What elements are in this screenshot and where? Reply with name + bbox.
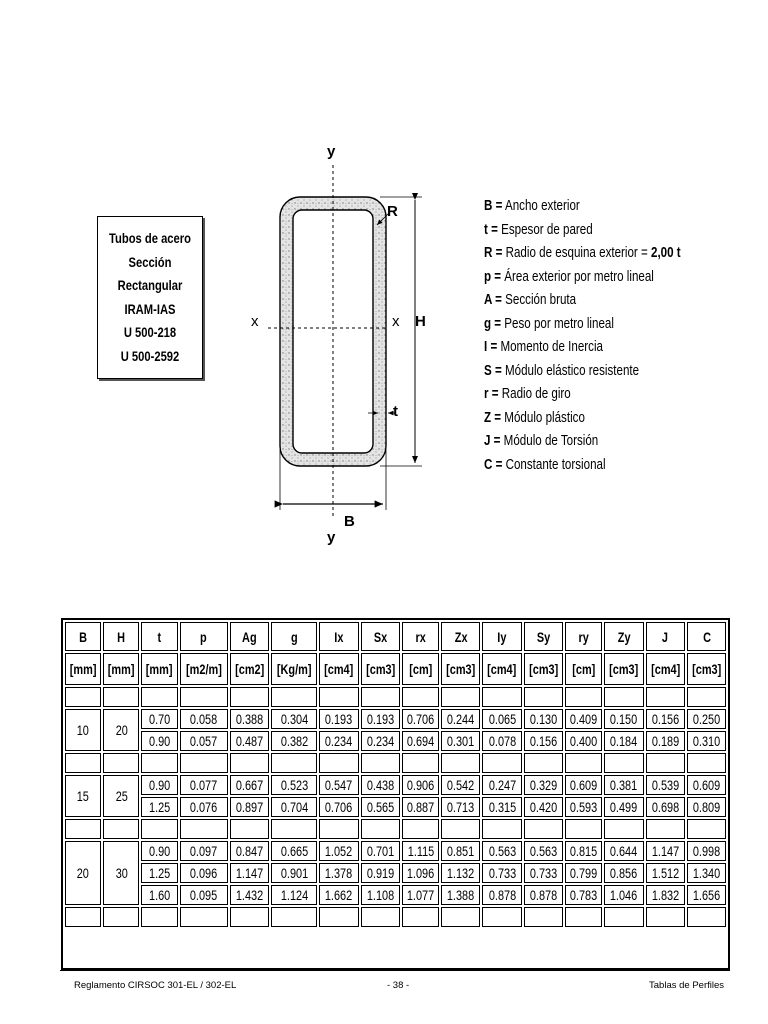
table-cell: 0.234 [319,731,358,751]
table-cell: 0.563 [524,841,563,861]
spacer-cell [687,753,726,773]
spacer-cell [103,819,139,839]
table-cell: 0.184 [604,731,643,751]
legend-item [484,454,730,478]
x-right-label: x [392,313,400,330]
x-left-label: x [251,313,259,330]
column-header: Zx [441,622,480,651]
table-cell: 1.340 [687,863,726,883]
table-cell: 1.132 [441,863,480,883]
legend-symbol: r = [484,386,499,402]
y-bottom-label: y [327,529,336,546]
table-cell: 0.193 [361,709,400,729]
legend-symbol: R = [484,245,503,261]
spacer-cell [180,687,228,707]
table-cell: 0.856 [604,863,643,883]
table-cell: 1.25 [141,797,177,817]
spacer-cell [604,753,643,773]
legend-text: Módulo de Torsión [500,433,599,449]
table-cell: 1.077 [402,885,439,905]
table-row [65,775,726,795]
table-cell: 0.90 [141,731,177,751]
table-cell: 1.052 [319,841,358,861]
column-unit: [cm4] [646,653,685,685]
table-cell: 0.847 [230,841,269,861]
column-header: H [103,622,139,651]
spacer-cell [402,753,439,773]
legend-text: Sección bruta [501,292,577,308]
spacer-cell [565,819,602,839]
spacer-cell [141,819,177,839]
legend-symbol: g = [484,315,502,332]
table-cell: 0.644 [604,841,643,861]
table-cell: 0.878 [482,885,521,905]
column-header: t [141,622,177,651]
spacer-cell [361,907,400,927]
spacer-cell [230,819,269,839]
legend-text: Módulo elástico resistente [501,362,640,379]
legend-item [484,195,730,219]
table-cell: 0.382 [271,731,317,751]
table-cell: 0.156 [646,709,685,729]
spacer-cell [687,819,726,839]
table-cell: 0.409 [565,709,602,729]
spacer-cell [524,753,563,773]
h-label: H [415,313,426,330]
title-line: Sección [128,253,172,270]
b-label: B [344,513,355,530]
spacer-cell [524,819,563,839]
spacer-cell [441,819,480,839]
spacer-cell [103,687,139,707]
spacer-cell [319,819,358,839]
spacer-cell [646,687,685,707]
table-cell: 0.329 [524,775,563,795]
column-header: C [687,622,726,651]
column-header: Iy [482,622,521,651]
footer-page-number: - 38 - [387,980,410,991]
spacer-cell [65,687,101,707]
legend-item [484,430,730,454]
table-cell: 0.733 [524,863,563,883]
legend-extra: 2,00 t [651,245,681,261]
table-cell: 0.096 [180,863,228,883]
spacer-cell [524,907,563,927]
spacer-cell [565,687,602,707]
table-cell: 0.438 [361,775,400,795]
legend-item [484,242,730,266]
column-unit: [cm3] [524,653,563,685]
section-title-box [97,216,203,379]
table-cell: 0.783 [565,885,602,905]
title-line: IRAM-IAS [124,300,176,317]
title-line: U 500-218 [123,324,177,340]
legend-symbol: B = [484,198,503,214]
page-footer [60,970,730,1001]
table-cell: 0.815 [565,841,602,861]
spacer-cell [524,687,563,707]
table-cell: 0.733 [482,863,521,883]
legend-symbol: S = [484,362,502,379]
legend-item [484,219,730,243]
table-cell: 1.147 [646,841,685,861]
table-cell: 1.046 [604,885,643,905]
title-line: Rectangular [117,277,183,293]
table-cell: 0.420 [524,797,563,817]
spacer-cell [441,753,480,773]
table-cell: 0.901 [271,863,317,883]
table-cell: 0.388 [230,709,269,729]
spacer-cell [441,907,480,927]
table-cell: 0.539 [646,775,685,795]
spacer-cell [141,907,177,927]
b-value: 10 [65,709,101,751]
legend-text: Ancho exterior [502,198,580,214]
legend-text: Área exterior por metro lineal [501,268,654,285]
table-cell: 0.156 [524,731,563,751]
spacer-cell [604,819,643,839]
table-cell: 1.388 [441,885,480,905]
legend-item [484,289,730,313]
legend-symbol: A = [484,292,502,308]
column-header: J [646,622,685,651]
table-cell: 0.665 [271,841,317,861]
legend-text: Momento de Inercia [497,339,603,355]
column-unit: [cm2] [230,653,269,685]
h-value: 25 [103,775,139,817]
table-cell: 0.706 [402,709,439,729]
spacer-cell [230,687,269,707]
column-unit: [m2/m] [180,653,228,685]
table-cell: 0.706 [319,797,358,817]
table-cell: 0.078 [482,731,521,751]
table-cell: 1.662 [319,885,358,905]
column-header: g [271,622,317,651]
table-cell: 0.704 [271,797,317,817]
column-unit: [cm] [402,653,439,685]
spacer-cell [687,687,726,707]
section-properties-table [61,618,730,970]
spacer-cell [482,687,521,707]
footer-left: Reglamento CIRSOC 301-EL / 302-EL [74,980,237,991]
spacer-cell [141,753,177,773]
spacer-cell [604,687,643,707]
table-cell: 0.057 [180,731,228,751]
legend-symbol: C = [484,456,503,473]
rectangular-tube-diagram [240,130,440,550]
table-cell: 1.115 [402,841,439,861]
table-cell: 0.304 [271,709,317,729]
legend-symbol: Z = [484,409,502,426]
legend-text: Radio de esquina exterior = [502,245,652,261]
b-value: 15 [65,775,101,817]
column-header: Zy [604,622,643,651]
spacer-cell [646,907,685,927]
t-label: t [393,403,398,420]
column-unit: [cm3] [687,653,726,685]
table-cell: 0.698 [646,797,685,817]
symbol-legend [484,195,730,477]
h-value: 20 [103,709,139,751]
table-row [65,731,726,751]
table-cell: 0.906 [402,775,439,795]
table-cell: 0.878 [524,885,563,905]
spacer-cell [604,907,643,927]
table-cell: 0.609 [687,775,726,795]
table-cell: 0.189 [646,731,685,751]
table-cell: 0.499 [604,797,643,817]
footer-right: Tablas de Perfiles [649,980,724,991]
spacer-cell [180,753,228,773]
column-unit: [cm4] [319,653,358,685]
table-cell: 0.095 [180,885,228,905]
legend-text: Radio de giro [498,386,571,402]
table-cell: 0.919 [361,863,400,883]
table-cell: 0.90 [141,841,177,861]
table-cell: 0.247 [482,775,521,795]
spacer-cell [103,907,139,927]
spacer-cell [482,907,521,927]
legend-symbol: p = [484,268,502,285]
spacer-cell [565,753,602,773]
legend-item [484,313,730,337]
table-cell: 0.301 [441,731,480,751]
column-unit: [mm] [103,653,139,685]
h-value: 30 [103,841,139,905]
table-cell: 0.381 [604,775,643,795]
column-header: B [65,622,101,651]
legend-text: Peso por metro lineal [501,315,614,332]
spacer-cell [565,907,602,927]
table-cell: 1.124 [271,885,317,905]
table-cell: 1.378 [319,863,358,883]
spacer-cell [402,687,439,707]
table-cell: 0.565 [361,797,400,817]
spacer-cell [271,907,317,927]
table-cell: 0.851 [441,841,480,861]
table-cell: 0.713 [441,797,480,817]
table-cell: 0.897 [230,797,269,817]
table-row [65,841,726,861]
table-cell: 0.694 [402,731,439,751]
legend-item [484,407,730,431]
column-unit: [mm] [65,653,101,685]
table-row [65,709,726,729]
column-unit: [cm3] [604,653,643,685]
legend-item [484,360,730,384]
table-cell: 0.701 [361,841,400,861]
column-unit: [Kg/m] [271,653,317,685]
spacer-cell [180,819,228,839]
legend-item [484,383,730,407]
table-cell: 0.547 [319,775,358,795]
table-cell: 0.310 [687,731,726,751]
column-header: p [180,622,228,651]
spacer-cell [361,819,400,839]
table-cell: 1.512 [646,863,685,883]
spacer-cell [319,907,358,927]
column-unit: [cm3] [441,653,480,685]
r-label: R [387,203,398,220]
table-cell: 1.147 [230,863,269,883]
table-cell: 1.25 [141,863,177,883]
column-header: Ix [319,622,358,651]
spacer-cell [271,687,317,707]
column-header: Ag [230,622,269,651]
spacer-cell [180,907,228,927]
table-cell: 0.077 [180,775,228,795]
table-cell: 0.097 [180,841,228,861]
table-cell: 0.799 [565,863,602,883]
table-cell: 0.887 [402,797,439,817]
table-cell: 0.193 [319,709,358,729]
spacer-cell [361,753,400,773]
spacer-cell [646,819,685,839]
spacer-cell [402,819,439,839]
spacer-cell [402,907,439,927]
table-cell: 0.244 [441,709,480,729]
spacer-cell [482,819,521,839]
legend-item [484,266,730,290]
table-cell: 0.130 [524,709,563,729]
table-cell: 0.487 [230,731,269,751]
table-cell: 0.076 [180,797,228,817]
spacer-cell [441,687,480,707]
legend-symbol: I = [484,339,498,355]
legend-text: Espesor de pared [497,221,593,238]
column-unit: [mm] [141,653,177,685]
table-cell: 1.832 [646,885,685,905]
spacer-cell [361,687,400,707]
spacer-cell [687,907,726,927]
column-header: Sx [361,622,400,651]
table-cell: 0.667 [230,775,269,795]
spacer-cell [646,753,685,773]
spacer-cell [271,819,317,839]
legend-item [484,336,730,360]
table-cell: 0.998 [687,841,726,861]
spacer-cell [65,819,101,839]
title-line: Tubos de acero [109,230,191,246]
table-cell: 0.70 [141,709,177,729]
column-unit: [cm4] [482,653,521,685]
spacer-cell [230,907,269,927]
spacer-cell [482,753,521,773]
legend-symbol: J = [484,433,501,449]
legend-symbol: t = [484,221,498,238]
column-unit: [cm] [565,653,602,685]
table-cell: 0.90 [141,775,177,795]
y-top-label: y [327,143,336,160]
table-cell: 0.400 [565,731,602,751]
column-header: rx [402,622,439,651]
legend-text: Módulo plástico [501,409,585,426]
table-cell: 0.609 [565,775,602,795]
table-cell: 1.096 [402,863,439,883]
column-unit: [cm3] [361,653,400,685]
table-cell: 0.542 [441,775,480,795]
spacer-cell [65,907,101,927]
table-cell: 1.108 [361,885,400,905]
column-header: ry [565,622,602,651]
spacer-cell [65,753,101,773]
spacer-cell [230,753,269,773]
table-cell: 0.065 [482,709,521,729]
table-cell: 0.809 [687,797,726,817]
table-cell: 1.432 [230,885,269,905]
table-cell: 0.150 [604,709,643,729]
legend-text: Constante torsional [502,456,606,473]
column-header: Sy [524,622,563,651]
table-cell: 1.656 [687,885,726,905]
table-cell: 0.563 [482,841,521,861]
spacer-cell [141,687,177,707]
spacer-cell [319,687,358,707]
table-cell: 0.234 [361,731,400,751]
title-line: U 500-2592 [120,347,180,364]
table-cell: 0.058 [180,709,228,729]
spacer-cell [103,753,139,773]
table-cell: 0.523 [271,775,317,795]
table-row [65,885,726,905]
table-row [65,797,726,817]
b-value: 20 [65,841,101,905]
table-cell: 0.250 [687,709,726,729]
table-cell: 0.315 [482,797,521,817]
table-cell: 1.60 [141,885,177,905]
spacer-cell [271,753,317,773]
table-row [65,863,726,883]
table-cell: 0.593 [565,797,602,817]
spacer-cell [319,753,358,773]
